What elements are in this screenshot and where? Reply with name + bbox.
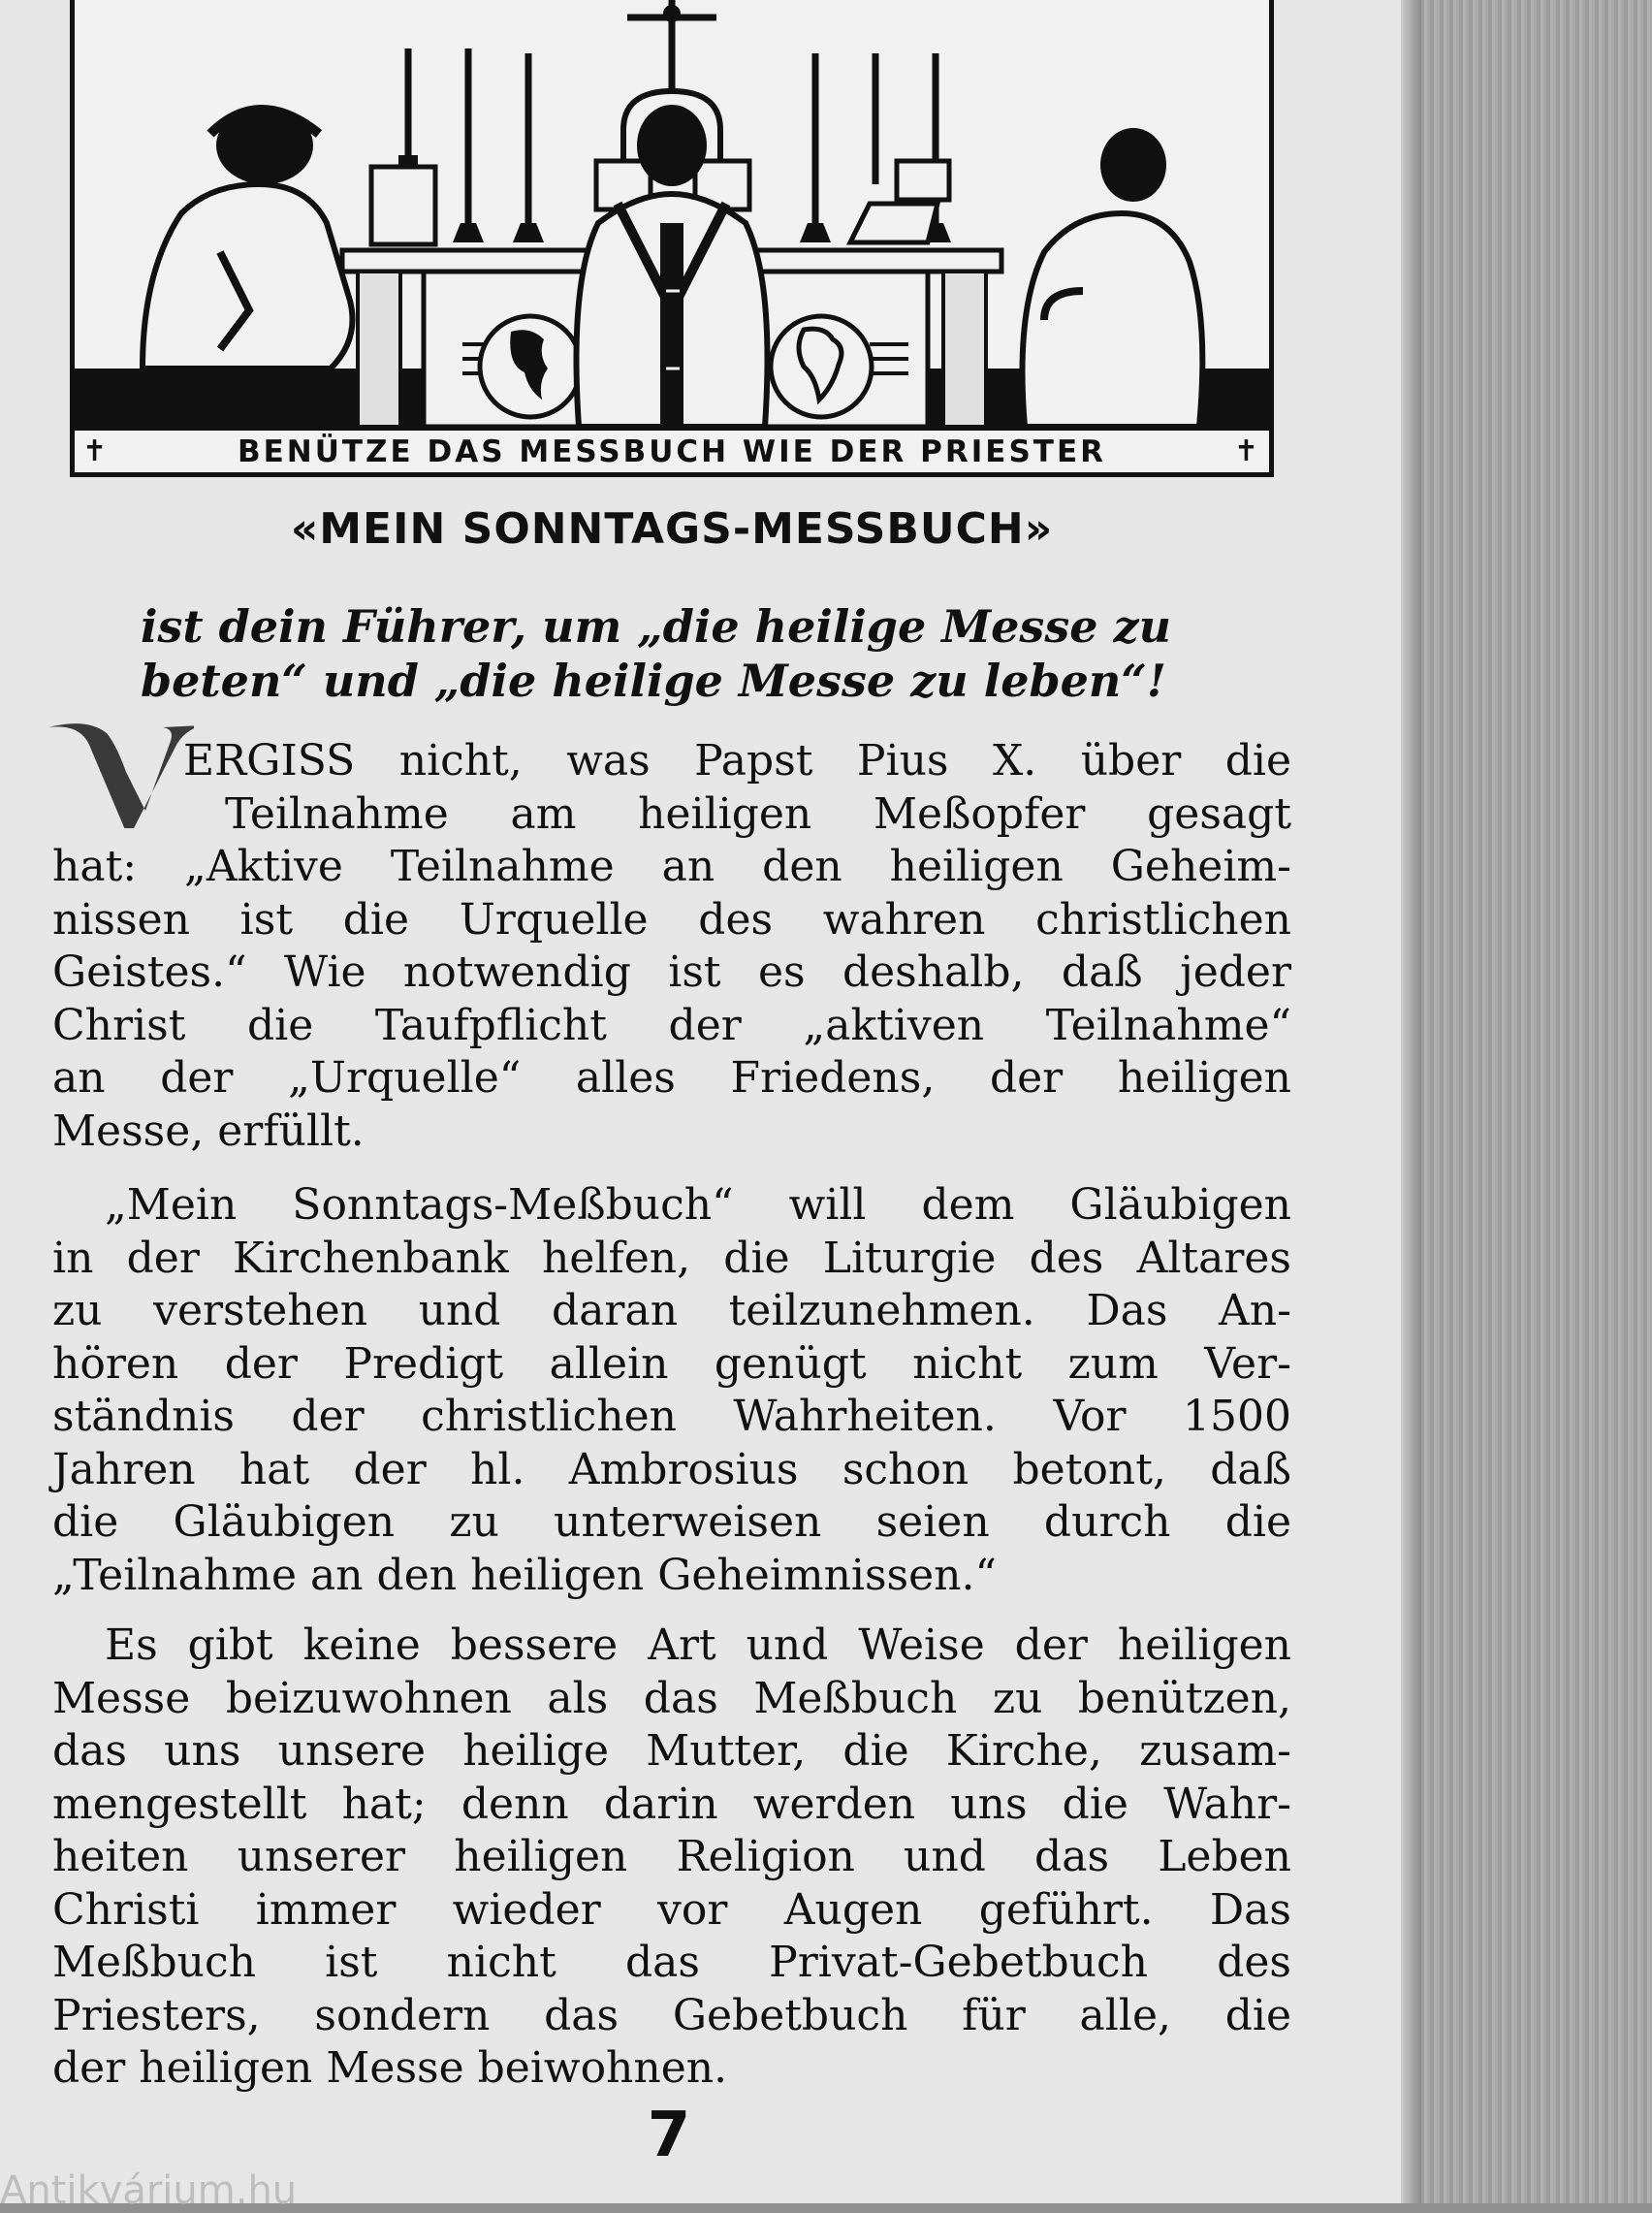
priest-at-altar-icon [577,105,768,427]
text-line: hören der Predigt allein genügt nicht zum Ver- [52,1338,1291,1389]
text-line: Messe, erfüllt. [52,1106,365,1156]
illustration-banner [75,427,1269,472]
subtitle-line: ist dein Führer, um „die heilige Messe zu [141,600,1172,653]
text-line: Jahren hat der hl. Ambrosius schon betont, daß [52,1444,1291,1494]
drop-cap-letter: V [121,817,122,818]
text-line: „Teilnahme an den heiligen Geheimnissen.“ [52,1550,997,1600]
text-line: mengestellt hat; denn darin werden uns die Wahr- [52,1779,1291,1829]
text-line: ständnis der christlichen Wahrheiten. Vor 1500 [52,1392,1291,1441]
text-line: Christ die Taufpflicht der „aktiven Teilnahme“ [52,1000,1291,1050]
missal-book-icon [850,204,937,242]
man-kneeling-icon [1023,128,1203,427]
page-title: «MEIN SONNTAGS-MESSBUCH» [290,504,1054,554]
text-line: Meßbuch ist nicht das Privat-Gebetbuch des [52,1938,1291,1987]
subtitle-line: beten“ und „die heilige Messe zu leben“! [141,655,1166,707]
text-line: ERGISS nicht, was Papst Pius X. über die [183,736,1291,786]
woman-kneeling-icon [143,107,353,369]
paragraph-1 [52,735,1291,1158]
text-line: Geistes.“ Wie notwendig ist es deshalb, daß jeder [52,947,1291,997]
cross-icon: ✝ [1233,434,1261,468]
text-line: Priesters, sondern das Gebetbuch für alle, die [52,1990,1291,2040]
watermark: Antikvárium.hu [0,2168,298,2213]
subtitle [141,599,1246,708]
cross-icon: ✝ [82,434,111,468]
text-line: an der „Urquelle“ alles Friedens, der heiligen [52,1053,1291,1103]
paragraph-2 [52,1179,1291,1602]
text-line: das uns unsere heilige Mutter, die Kirche, zusam- [52,1726,1291,1776]
text-line: Christi immer wieder vor Augen geführt. Das [52,1884,1291,1935]
text-line: hat: „Aktive Teilnahme an den heiligen Geheim- [52,842,1291,891]
crucifix-icon [627,0,716,89]
text-line: Es gibt keine bessere Art und Weise der heiligen [105,1620,1291,1670]
globe-africa-europe-icon [771,316,872,417]
illustration-frame [70,0,1274,477]
text-line: „Mein Sonntags-Meßbuch“ will dem Gläubigen [105,1180,1291,1230]
text-line: Teilnahme am heiligen Meßopfer gesagt [225,788,1291,839]
text-line: der heiligen Messe beiwohnen. [52,2043,728,2093]
page-number: 7 [647,2100,691,2171]
text-line: nissen ist die Urquelle des wahren christlichen [52,894,1291,945]
text-line: Messe beizuwohnen als das Meßbuch zu benützen, [52,1673,1291,1723]
text-line: in der Kirchenbank helfen, die Liturgie des Altares [52,1233,1291,1283]
text-line: heiten unserer heiligen Religion und das Leben [52,1832,1291,1881]
globe-americas-icon [480,316,581,417]
text-line: zu verstehen und daran teilzunehmen. Das An- [52,1286,1291,1335]
book-spine [1417,0,1652,2203]
banner-text: BENÜTZE DAS MESSBUCH WIE DER PRIESTER [237,433,1107,469]
altar-illustration [75,0,1269,427]
paragraph-3 [52,1620,1291,2096]
text-line: die Gläubigen zu unterweisen seien durch die [52,1497,1291,1547]
